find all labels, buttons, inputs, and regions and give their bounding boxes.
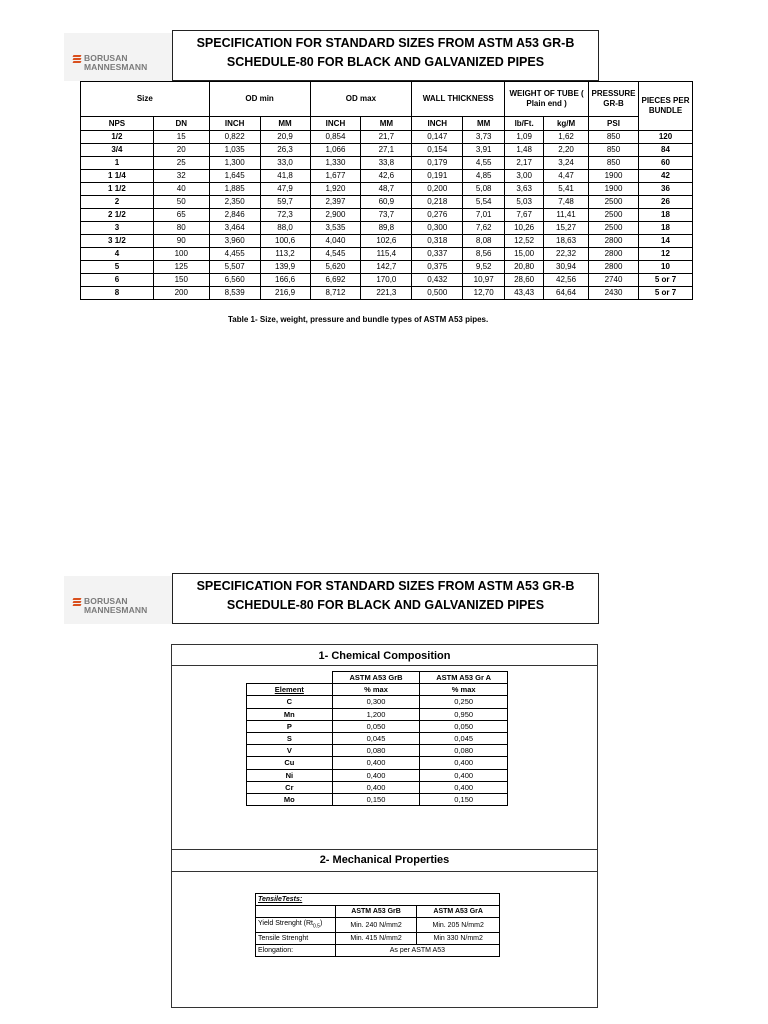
table-cell: 0,200 — [412, 183, 463, 196]
chem-value: 0,400 — [420, 781, 508, 793]
table-cell: 3,00 — [505, 170, 544, 183]
table-cell: 0,500 — [412, 287, 463, 300]
chem-element: Mn — [247, 708, 333, 720]
table-cell: 36 — [639, 183, 693, 196]
table-cell: 0,318 — [412, 235, 463, 248]
logo-mark-icon — [73, 598, 81, 607]
table-cell: 115,4 — [361, 248, 412, 261]
table-cell: 1 1/4 — [81, 170, 154, 183]
table-cell: 0,854 — [310, 131, 361, 144]
table-cell: 4,040 — [310, 235, 361, 248]
table-cell: 40 — [153, 183, 209, 196]
chem-row — [247, 793, 508, 805]
table-cell: 9,52 — [463, 261, 505, 274]
table-cell: 10 — [639, 261, 693, 274]
table-cell: 0,191 — [412, 170, 463, 183]
table-cell: 4 — [81, 248, 154, 261]
chem-element: Ni — [247, 769, 333, 781]
table-cell: 1,885 — [209, 183, 260, 196]
table-cell: 4,47 — [544, 170, 589, 183]
table-cell: 18 — [639, 222, 693, 235]
table-cell: 8,539 — [209, 287, 260, 300]
table-cell: 10,97 — [463, 274, 505, 287]
header-od-min: OD min — [209, 82, 310, 117]
table-cell: 1,066 — [310, 144, 361, 157]
table-cell: 26,3 — [260, 144, 310, 157]
table-row — [81, 183, 693, 196]
table-cell: 12,70 — [463, 287, 505, 300]
chem-value: 0,080 — [332, 745, 420, 757]
table-cell: 2,900 — [310, 209, 361, 222]
table-cell: 102,6 — [361, 235, 412, 248]
table-cell: 1 — [81, 157, 154, 170]
subheader-cell: kg/M — [544, 117, 589, 131]
table-cell: 1,330 — [310, 157, 361, 170]
table-cell: 32 — [153, 170, 209, 183]
table-cell: 850 — [589, 144, 639, 157]
table-cell: 2,397 — [310, 196, 361, 209]
chem-row — [247, 769, 508, 781]
chem-value: 0,400 — [332, 781, 420, 793]
chem-unit-grb: % max — [332, 684, 420, 696]
elongation-value: As per ASTM A53 — [335, 945, 499, 957]
table-cell: 25 — [153, 157, 209, 170]
table-cell: 14 — [639, 235, 693, 248]
table-row — [81, 235, 693, 248]
table-cell: 60,9 — [361, 196, 412, 209]
chem-element: S — [247, 732, 333, 744]
table-cell: 4,545 — [310, 248, 361, 261]
table-cell: 120 — [639, 131, 693, 144]
table-cell: 18 — [639, 209, 693, 222]
header-pressure: PRESSURE GR-B — [589, 82, 639, 117]
table-cell: 8,712 — [310, 287, 361, 300]
table-row — [81, 248, 693, 261]
chem-value: 0,400 — [420, 769, 508, 781]
table-cell: 5 or 7 — [639, 274, 693, 287]
chem-element: Mo — [247, 793, 333, 805]
table-row — [81, 222, 693, 235]
table-cell: 150 — [153, 274, 209, 287]
table-cell: 90 — [153, 235, 209, 248]
subheader-cell: lb/Ft. — [505, 117, 544, 131]
table-cell: 2800 — [589, 235, 639, 248]
mechanical-properties-table — [255, 893, 500, 957]
table-cell: 20,9 — [260, 131, 310, 144]
table-cell: 3 — [81, 222, 154, 235]
table-cell: 84 — [639, 144, 693, 157]
mech-col-grb: ASTM A53 GrB — [335, 906, 417, 918]
table-cell: 3,464 — [209, 222, 260, 235]
chem-value: 0,045 — [332, 732, 420, 744]
table-cell: 42,6 — [361, 170, 412, 183]
company-logo-2 — [64, 576, 172, 624]
chem-row — [247, 720, 508, 732]
title-line-2: SCHEDULE-80 FOR BLACK AND GALVANIZED PIPES — [226, 598, 545, 612]
chem-element: P — [247, 720, 333, 732]
section-title-mechanical: 2- Mechanical Properties — [172, 850, 597, 872]
table-cell: 26 — [639, 196, 693, 209]
tensile-strength-label: Tensile Strenght — [256, 933, 336, 945]
table-cell: 0,147 — [412, 131, 463, 144]
chem-element: V — [247, 745, 333, 757]
table-cell: 8 — [81, 287, 154, 300]
table-cell: 11,41 — [544, 209, 589, 222]
table-cell: 50 — [153, 196, 209, 209]
table-cell: 33,8 — [361, 157, 412, 170]
table-cell: 7,67 — [505, 209, 544, 222]
elongation-label: Elongation: — [256, 945, 336, 957]
chem-value: 0,050 — [420, 720, 508, 732]
subheader-cell: PSI — [589, 117, 639, 131]
chem-value: 1,200 — [332, 708, 420, 720]
table-row — [81, 170, 693, 183]
table-cell: 1,035 — [209, 144, 260, 157]
table-cell: 89,8 — [361, 222, 412, 235]
table-cell: 42,56 — [544, 274, 589, 287]
yield-gra: Min. 205 N/mm2 — [417, 918, 500, 933]
chem-value: 0,400 — [332, 769, 420, 781]
table-cell: 6 — [81, 274, 154, 287]
subheader-cell: INCH — [310, 117, 361, 131]
table-cell: 3,535 — [310, 222, 361, 235]
table-cell: 0,276 — [412, 209, 463, 222]
table-cell: 7,01 — [463, 209, 505, 222]
table-cell: 0,218 — [412, 196, 463, 209]
table-cell: 15 — [153, 131, 209, 144]
table-cell: 2,846 — [209, 209, 260, 222]
table-cell: 0,179 — [412, 157, 463, 170]
table-cell: 113,2 — [260, 248, 310, 261]
header-weight: WEIGHT OF TUBE ( Plain end ) — [505, 82, 589, 117]
table-cell: 1900 — [589, 170, 639, 183]
subheader-cell: MM — [463, 117, 505, 131]
table-cell: 2,20 — [544, 144, 589, 157]
chem-value: 0,045 — [420, 732, 508, 744]
table-cell: 60 — [639, 157, 693, 170]
chem-value: 0,300 — [332, 696, 420, 708]
table-cell: 10,26 — [505, 222, 544, 235]
table-cell: 0,822 — [209, 131, 260, 144]
table-cell: 2,350 — [209, 196, 260, 209]
table-row — [81, 131, 693, 144]
tensile-tests-heading: TensileTests: — [256, 894, 336, 906]
table-cell: 5,620 — [310, 261, 361, 274]
table-cell: 7,62 — [463, 222, 505, 235]
table-cell: 2 — [81, 196, 154, 209]
table-cell: 5,08 — [463, 183, 505, 196]
logo-text-line1: BORUSAN — [84, 596, 128, 606]
chem-element: C — [247, 696, 333, 708]
table-row — [81, 144, 693, 157]
table-cell: 221,3 — [361, 287, 412, 300]
chem-value: 0,080 — [420, 745, 508, 757]
pipe-spec-table — [80, 81, 693, 300]
subheader-cell: NPS — [81, 117, 154, 131]
title-line-2: SCHEDULE-80 FOR BLACK AND GALVANIZED PIPES — [226, 55, 545, 69]
table-cell: 3 1/2 — [81, 235, 154, 248]
chem-value: 0,400 — [332, 757, 420, 769]
chem-col-grb: ASTM A53 GrB — [332, 672, 420, 684]
table-cell: 0,337 — [412, 248, 463, 261]
logo-text-line2: MANNESMANN — [84, 62, 148, 72]
table-cell: 0,154 — [412, 144, 463, 157]
table-cell: 1,48 — [505, 144, 544, 157]
chem-row — [247, 708, 508, 720]
table-cell: 12 — [639, 248, 693, 261]
table-cell: 15,00 — [505, 248, 544, 261]
table-cell: 41,8 — [260, 170, 310, 183]
header-pieces: PIECES PER BUNDLE — [639, 82, 693, 131]
table-cell: 850 — [589, 131, 639, 144]
table-cell: 6,692 — [310, 274, 361, 287]
chem-value: 0,150 — [332, 793, 420, 805]
logo-text-line1: BORUSAN — [84, 53, 128, 63]
table-cell: 33,0 — [260, 157, 310, 170]
table-cell: 125 — [153, 261, 209, 274]
subheader-cell: MM — [361, 117, 412, 131]
table-cell: 80 — [153, 222, 209, 235]
table-cell: 2800 — [589, 261, 639, 274]
table-cell: 1/2 — [81, 131, 154, 144]
chem-element: Cr — [247, 781, 333, 793]
chem-element: Cu — [247, 757, 333, 769]
table-row — [81, 274, 693, 287]
table-cell: 142,7 — [361, 261, 412, 274]
section-title-chemical: 1- Chemical Composition — [172, 647, 597, 666]
table-cell: 1,62 — [544, 131, 589, 144]
table-row — [81, 157, 693, 170]
table-cell: 6,560 — [209, 274, 260, 287]
table-cell: 2500 — [589, 209, 639, 222]
table-cell: 3/4 — [81, 144, 154, 157]
chem-col-gra: ASTM A53 Gr A — [420, 672, 508, 684]
table-cell: 2740 — [589, 274, 639, 287]
table-cell: 73,7 — [361, 209, 412, 222]
table-cell: 5,54 — [463, 196, 505, 209]
table-cell: 1,677 — [310, 170, 361, 183]
table-cell: 30,94 — [544, 261, 589, 274]
table-cell: 1 1/2 — [81, 183, 154, 196]
table-cell: 72,3 — [260, 209, 310, 222]
table-cell: 8,56 — [463, 248, 505, 261]
table-cell: 2,17 — [505, 157, 544, 170]
table-cell: 2500 — [589, 222, 639, 235]
table-cell: 1,09 — [505, 131, 544, 144]
table-cell: 18,63 — [544, 235, 589, 248]
table-cell: 20,80 — [505, 261, 544, 274]
yield-strength-label: Yield Strenght $(Rt_{0.5})$ — [256, 918, 336, 933]
table-cell: 43,43 — [505, 287, 544, 300]
table-cell: 4,55 — [463, 157, 505, 170]
table-cell: 139,9 — [260, 261, 310, 274]
chem-value: 0,250 — [420, 696, 508, 708]
table-cell: 5 or 7 — [639, 287, 693, 300]
table-cell: 47,9 — [260, 183, 310, 196]
table-cell: 4,85 — [463, 170, 505, 183]
table-cell: 27,1 — [361, 144, 412, 157]
table-caption: Table 1- Size, weight, pressure and bundle types of ASTM A53 pipes. — [228, 315, 489, 324]
chem-row — [247, 732, 508, 744]
table-cell: 48,7 — [361, 183, 412, 196]
header-size: Size — [81, 82, 210, 117]
yield-grb: Min. 240 N/mm2 — [335, 918, 417, 933]
title-line-1: SPECIFICATION FOR STANDARD SIZES FROM ASTM A53 GR-B — [196, 36, 575, 50]
table-cell: 0,375 — [412, 261, 463, 274]
table-cell: 166,6 — [260, 274, 310, 287]
table-cell: 850 — [589, 157, 639, 170]
chemical-composition-table — [246, 671, 508, 806]
table-cell: 2800 — [589, 248, 639, 261]
table-cell: 88,0 — [260, 222, 310, 235]
table-cell: 8,08 — [463, 235, 505, 248]
table-cell: 0,432 — [412, 274, 463, 287]
table-cell: 3,63 — [505, 183, 544, 196]
table-cell: 5,507 — [209, 261, 260, 274]
table-row — [81, 261, 693, 274]
table-cell: 1,645 — [209, 170, 260, 183]
table-cell: 28,60 — [505, 274, 544, 287]
table-cell: 64,64 — [544, 287, 589, 300]
table-cell: 216,9 — [260, 287, 310, 300]
table-cell: 2500 — [589, 196, 639, 209]
table-cell: 42 — [639, 170, 693, 183]
table-row — [81, 196, 693, 209]
table-cell: 22,32 — [544, 248, 589, 261]
logo-text-line2: MANNESMANN — [84, 605, 148, 615]
table-cell: 7,48 — [544, 196, 589, 209]
table-cell: 100 — [153, 248, 209, 261]
header-wall-thickness: WALL THICKNESS — [412, 82, 505, 117]
table-cell: 21,7 — [361, 131, 412, 144]
chem-element-header: Element — [247, 684, 333, 696]
table-cell: 20 — [153, 144, 209, 157]
mech-col-gra: ASTM A53 GrA — [417, 906, 500, 918]
subheader-cell: DN — [153, 117, 209, 131]
table-cell: 2430 — [589, 287, 639, 300]
table-cell: 5,03 — [505, 196, 544, 209]
header-od-max: OD max — [310, 82, 412, 117]
table-cell: 200 — [153, 287, 209, 300]
table-row — [81, 209, 693, 222]
table-cell: 170,0 — [361, 274, 412, 287]
table-cell: 2 1/2 — [81, 209, 154, 222]
chem-unit-gra: % max — [420, 684, 508, 696]
table-cell: 3,960 — [209, 235, 260, 248]
chem-value: 0,950 — [420, 708, 508, 720]
table-cell: 3,73 — [463, 131, 505, 144]
table-cell: 15,27 — [544, 222, 589, 235]
table-row — [81, 287, 693, 300]
subheader-cell: MM — [260, 117, 310, 131]
tensile-gra: Min 330 N/mm2 — [417, 933, 500, 945]
chem-value: 0,400 — [420, 757, 508, 769]
chem-value: 0,050 — [332, 720, 420, 732]
chem-row — [247, 781, 508, 793]
table-cell: 4,455 — [209, 248, 260, 261]
logo-mark-icon — [73, 55, 81, 64]
page-title — [172, 30, 599, 81]
table-cell: 100,6 — [260, 235, 310, 248]
chem-row — [247, 745, 508, 757]
table-cell: 65 — [153, 209, 209, 222]
table-cell: 0,300 — [412, 222, 463, 235]
chem-row — [247, 696, 508, 708]
company-logo — [64, 33, 172, 81]
table-cell: 1,920 — [310, 183, 361, 196]
table-cell: 3,91 — [463, 144, 505, 157]
table-cell: 1,300 — [209, 157, 260, 170]
page-title-2 — [172, 573, 599, 624]
table-cell: 5 — [81, 261, 154, 274]
table-cell: 1900 — [589, 183, 639, 196]
table-cell: 12,52 — [505, 235, 544, 248]
chem-row — [247, 757, 508, 769]
tensile-grb: Min. 415 N/mm2 — [335, 933, 417, 945]
table-cell: 3,24 — [544, 157, 589, 170]
table-cell: 5,41 — [544, 183, 589, 196]
subheader-cell: INCH — [209, 117, 260, 131]
title-line-1: SPECIFICATION FOR STANDARD SIZES FROM ASTM A53 GR-B — [196, 579, 575, 593]
subheader-cell: INCH — [412, 117, 463, 131]
table-cell: 59,7 — [260, 196, 310, 209]
chem-value: 0,150 — [420, 793, 508, 805]
